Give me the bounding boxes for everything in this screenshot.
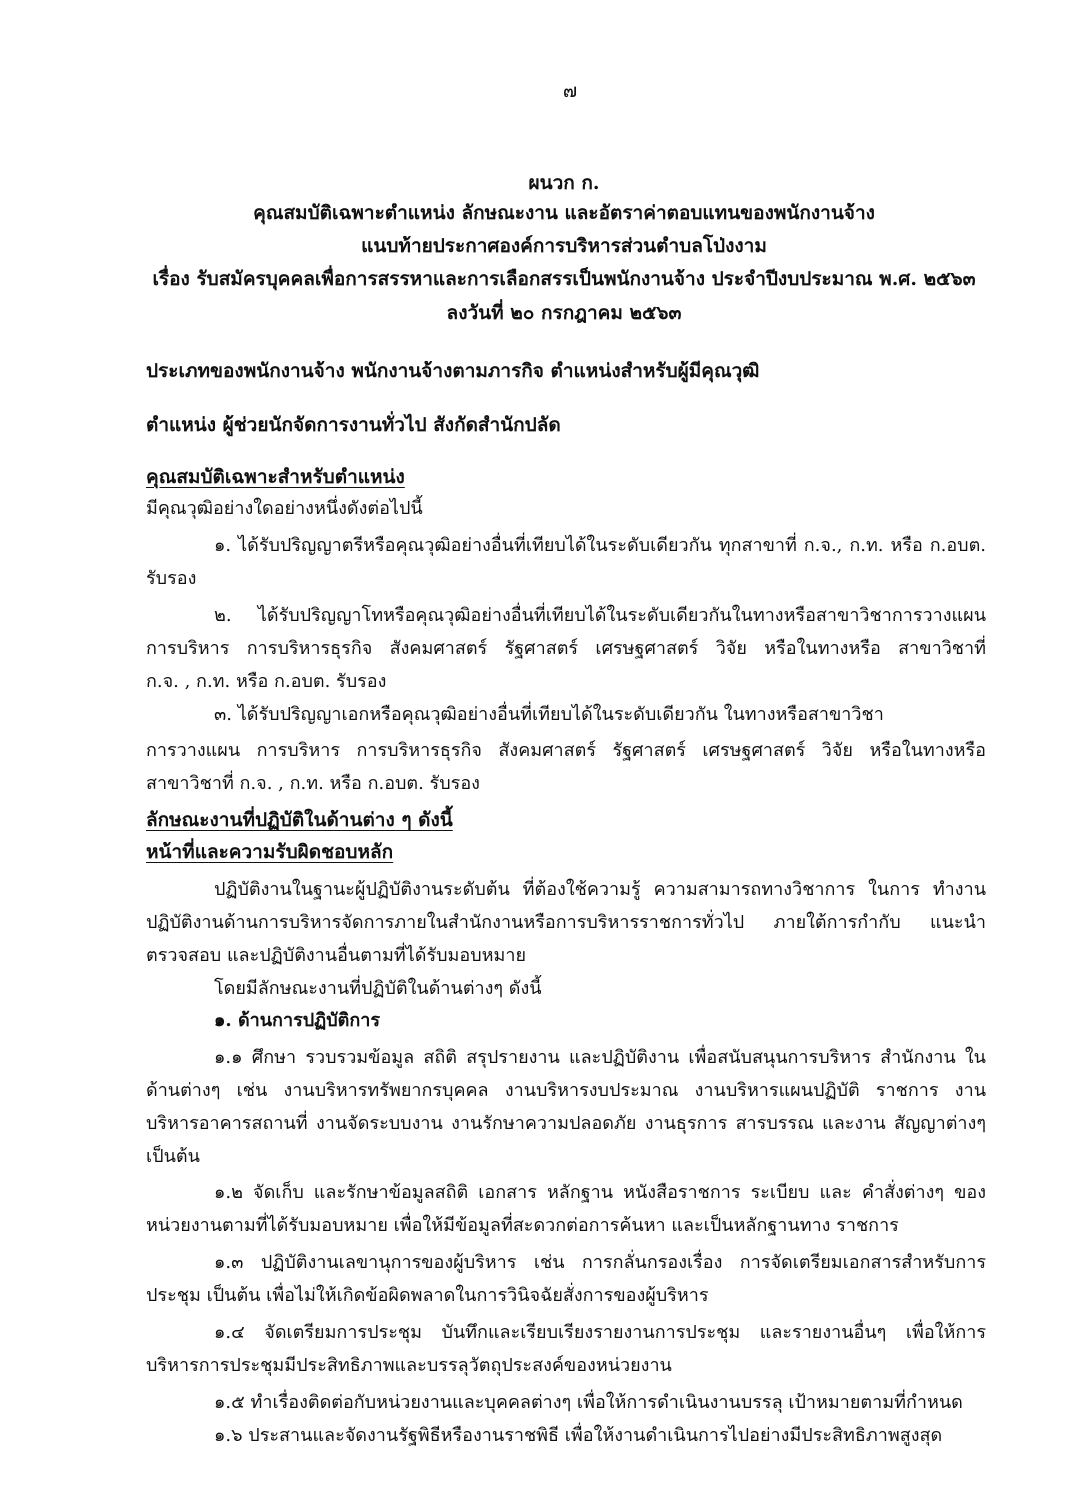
item-1-1-line-2: ด้านต่างๆ เช่น งานบริหารทรัพยากรบุคคล งานบริหารงบประมาณ งานบริหารแผนปฏิบัติ ราชการ งาน	[146, 1080, 986, 1101]
duties-para-2: โดยมีลักษณะงานที่ปฏิบัติในด้านต่างๆ ดังนี้	[214, 978, 542, 999]
qual-item-2-line-1: ๒. ได้รับปริญญาโทหรือคุณวุฒิอย่างอื่นที่เทียบได้ในระดับเดียวกันในทางหรือสาขาวิชาการวางแผน	[214, 605, 986, 626]
qualifications-heading: คุณสมบัติเฉพาะสำหรับตำแหน่ง	[146, 466, 405, 488]
employee-type: ประเภทของพนักงานจ้าง พนักงานจ้างตามภารกิจ ตำแหน่งสำหรับผู้มีคุณวุฒิ	[146, 360, 760, 382]
item-1-6: ๑.๖ ประสานและจัดงานรัฐพิธีหรืองานราชพิธี เพื่อให้งานดำเนินการไปอย่างมีประสิทธิภาพสูงสุด	[214, 1425, 943, 1446]
item-1-3-line-2: ประชุม เป็นต้น เพื่อไม่ให้เกิดข้อผิดพลาดในการวินิจฉัยสั่งการของผู้บริหาร	[146, 1285, 709, 1306]
duties-subheading: หน้าที่และความรับผิดชอบหลัก	[146, 841, 394, 863]
item-1-4-line-1: ๑.๔ จัดเตรียมการประชุม บันทึกและเรียบเรียงรายงานการประชุม และรายงานอื่นๆ เพื่อให้การ	[214, 1322, 986, 1343]
item-1-5: ๑.๕ ทำเรื่องติดต่อกับหน่วยงานและบุคคลต่างๆ เพื่อให้การดำเนินงานบรรลุ เป้าหมายตามที่กำหนด	[214, 1392, 963, 1413]
date-line: ลงวันที่ ๒๐ กรกฎาคม ๒๕๖๓	[446, 302, 682, 324]
qual-item-1-line-1: ๑. ได้รับปริญญาตรีหรือคุณวุฒิอย่างอื่นที่เทียบได้ในระดับเดียวกัน ทุกสาขาที่ ก.จ., ก.ท. หรือ ก.อบต.	[214, 535, 986, 556]
qual-item-1-line-2: รับรอง	[146, 568, 197, 589]
document-title: คุณสมบัติเฉพาะตำแหน่ง ลักษณะงาน และอัตราค่าตอบแทนของพนักงานจ้าง	[253, 202, 875, 224]
item-1-1-line-4: เป็นต้น	[146, 1146, 200, 1167]
duties-para-1-line-2: ปฏิบัติงานด้านการบริหารจัดการภายในสำนักงานหรือการบริหารราชการทั่วไป ภายใต้การกำกับ แนะนำ	[146, 912, 986, 933]
duties-para-1-line-1: ปฏิบัติงานในฐานะผู้ปฏิบัติงานระดับต้น ที่ต้องใช้ความรู้ ความสามารถทางวิชาการ ในการ ทำงาน	[214, 879, 986, 900]
attached-announcement: แนบท้ายประกาศองค์การบริหารส่วนตำบลโป่งงาม	[361, 235, 767, 257]
page-number: ๗	[562, 80, 578, 102]
duties-heading: ลักษณะงานที่ปฏิบัติในด้านต่าง ๆ ดังนี้	[146, 809, 453, 831]
operations-area-title: ๑. ด้านการปฏิบัติการ	[214, 1010, 381, 1031]
item-1-2-line-2: หน่วยงานตามที่ได้รับมอบหมาย เพื่อให้มีข้อมูลที่สะดวกต่อการค้นหา และเป็นหลักฐานทาง ราชการ	[146, 1215, 899, 1236]
item-1-3-line-1: ๑.๓ ปฏิบัติงานเลขานุการของผู้บริหาร เช่น การกลั่นกรองเรื่อง การจัดเตรียมเอกสารสำหรับการ	[214, 1252, 986, 1273]
qual-item-2-line-3: ก.จ. , ก.ท. หรือ ก.อบต. รับรอง	[146, 671, 387, 692]
qualifications-intro: มีคุณวุฒิอย่างใดอย่างหนึ่งดังต่อไปนี้	[146, 498, 423, 519]
duties-para-1-line-3: ตรวจสอบ และปฏิบัติงานอื่นตามที่ได้รับมอบหมาย	[146, 945, 527, 966]
annex-label: ผนวก ก.	[528, 172, 600, 194]
qual-item-3-line-3: สาขาวิชาที่ ก.จ. , ก.ท. หรือ ก.อบต. รับรอง	[146, 773, 480, 794]
qual-item-2-line-2: การบริหาร การบริหารธุรกิจ สังคมศาสตร์ รัฐศาสตร์ เศรษฐศาสตร์ วิจัย หรือในทางหรือ สาขาวิชาที่	[146, 638, 986, 659]
item-1-4-line-2: บริหารการประชุมมีประสิทธิภาพและบรรลุวัตถุประสงค์ของหน่วยงาน	[146, 1355, 672, 1376]
item-1-1-line-1: ๑.๑ ศึกษา รวบรวมข้อมูล สถิติ สรุปรายงาน และปฏิบัติงาน เพื่อสนับสนุนการบริหาร สำนักงาน ใน	[214, 1047, 986, 1068]
subject-line: เรื่อง รับสมัครบุคคลเพื่อการสรรหาและการเลือกสรรเป็นพนักงานจ้าง ประจำปีงบประมาณ พ.ศ. ๒๕๖๓	[152, 268, 976, 290]
position-title: ตำแหน่ง ผู้ช่วยนักจัดการงานทั่วไป สังกัดสำนักปลัด	[146, 414, 561, 436]
item-1-2-line-1: ๑.๒ จัดเก็บ และรักษาข้อมูลสถิติ เอกสาร หลักฐาน หนังสือราชการ ระเบียบ และ คำสั่งต่างๆ ของ	[214, 1182, 986, 1203]
qual-item-3-line-1: ๓. ได้รับปริญญาเอกหรือคุณวุฒิอย่างอื่นที่เทียบได้ในระดับเดียวกัน ในทางหรือสาขาวิชา	[214, 704, 884, 725]
qual-item-3-line-2: การวางแผน การบริหาร การบริหารธุรกิจ สังคมศาสตร์ รัฐศาสตร์ เศรษฐศาสตร์ วิจัย หรือในทางหรือ	[146, 740, 986, 761]
item-1-1-line-3: บริหารอาคารสถานที่ งานจัดระบบงาน งานรักษาความปลอดภัย งานธุรการ สารบรรณ และงาน สัญญาต่างๆ	[146, 1113, 986, 1134]
